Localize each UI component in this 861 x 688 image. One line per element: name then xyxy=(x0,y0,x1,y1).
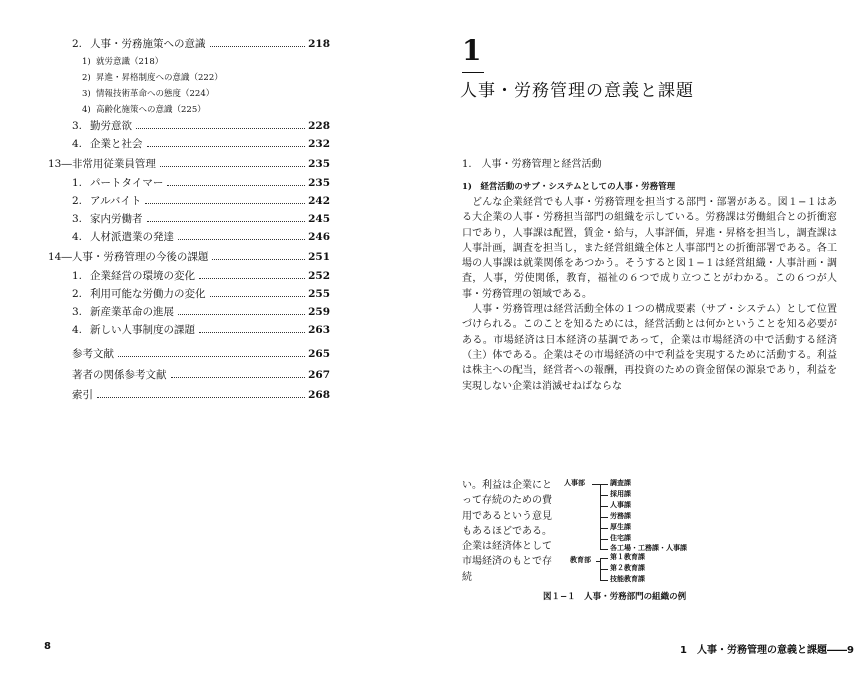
toc-entry: 3. 新産業革命の進展 259 xyxy=(72,306,330,318)
org-unit: 各工場・工務課・人事課 xyxy=(610,543,687,552)
chapter-number: 1 xyxy=(462,34,482,67)
toc-entry: 1. 企業経営の環境の変化 252 xyxy=(72,270,330,282)
org-connector xyxy=(600,506,608,507)
org-connector xyxy=(600,484,608,485)
body-text xyxy=(462,195,837,394)
toc-entry: 2. 人事・労務施策への意識 218 xyxy=(72,38,330,50)
page-number: 8 xyxy=(44,641,51,652)
toc-entry: 2. アルバイト 242 xyxy=(72,195,330,207)
org-unit: 採用課 xyxy=(610,489,631,498)
org-dept: 人事部 xyxy=(564,478,585,487)
chapter-title: 人事・労務管理の意義と課題 xyxy=(460,81,694,101)
org-connector xyxy=(600,549,608,550)
toc-backmatter: 著者の関係参考文献 267 xyxy=(72,369,330,381)
toc-entry: 4. 新しい人事制度の課題 263 xyxy=(72,324,330,336)
org-unit: 技能教育課 xyxy=(610,574,645,583)
org-chart xyxy=(560,478,860,608)
org-unit: 調査課 xyxy=(610,478,631,487)
org-connector xyxy=(600,569,608,570)
org-unit: 第２教育課 xyxy=(610,563,645,572)
toc-subentry: 4) 高齢化施策への意識（225） xyxy=(82,105,206,115)
toc-chapter: 14―人事・労務管理の今後の課題 251 xyxy=(48,251,330,263)
paragraph: 人事・労務管理は経営活動全体の１つの構成要素（サブ・システム）として位置づけられる。このことを知るためには，経営活動とは何かということを知る必要がある。市場経済は日本経済の基調であって，企業は市場経済の中で活動する経済（主）体である。企業はその市場経済の中で利益を実現するために活動する。利益は株主への配当，経営者への報酬，再投資のための資金留保の源泉であり，利益を実現しない企業は消滅せねばならな xyxy=(462,304,837,392)
org-connector xyxy=(600,495,608,496)
toc-backmatter: 索引 268 xyxy=(72,389,330,401)
org-connector xyxy=(592,484,600,485)
toc-backmatter: 参考文献 265 xyxy=(72,348,330,360)
org-unit: 第１教育課 xyxy=(610,552,645,561)
section-heading: 1. 人事・労務管理と経営活動 xyxy=(462,159,602,170)
toc-entry: 3. 家内労働者 245 xyxy=(72,213,330,225)
toc-subentry: 2) 昇進・昇格制度への意識（222） xyxy=(82,73,223,83)
toc-entry: 1. パートタイマー 235 xyxy=(72,177,330,189)
org-dept: 教育部 xyxy=(570,555,591,564)
org-unit: 労務課 xyxy=(610,511,631,520)
right-page xyxy=(430,0,861,688)
toc-chapter: 13―非常用従業員管理 235 xyxy=(48,158,330,170)
toc-entry: 3. 勤労意欲 228 xyxy=(72,120,330,132)
org-unit: 人事課 xyxy=(610,500,631,509)
toc-subentry: 3) 情報技術革命への態度（224） xyxy=(82,89,215,99)
toc-subentry: 1) 就労意識（218） xyxy=(82,57,164,67)
figure-caption: 図１−１ 人事・労務部門の組織の例 xyxy=(543,592,687,602)
toc-entry: 4. 人材派遣業の発達 246 xyxy=(72,231,330,243)
org-connector xyxy=(600,539,608,540)
org-connector xyxy=(600,558,608,559)
toc-entry: 2. 利用可能な労働力の変化 255 xyxy=(72,288,330,300)
toc-entry: 4. 企業と社会 232 xyxy=(72,138,330,150)
org-unit: 住宅課 xyxy=(610,533,631,542)
chapter-rule xyxy=(462,72,484,73)
subsection-heading: 1) 経営活動のサブ・システムとしての人事・労務管理 xyxy=(462,182,676,192)
org-connector xyxy=(600,517,608,518)
org-connector xyxy=(600,528,608,529)
org-unit: 厚生課 xyxy=(610,522,631,531)
paragraph: どんな企業経営でも人事・労務管理を担当する部門・部署がある。図１−１はある大企業の人事・労務担当部門の組織を示している。労務課は労働組合との折衝窓口であり，人事課は配置，賃金・給与，人事評価，昇進・昇格を担当し，調査課は人事計画，調査を担当し，また経営組織全体と人事部門との折衝部署である。各工場の人事課は就業関係をあつかう。そうすると図１−１は経営組織・人事計画・調査，人事，労使関係，教育，福祉の６つで成り立つことがわかる。この６つが人事・労務管理の領域である。 xyxy=(462,197,837,300)
running-footer: 1 人事・労務管理の意義と課題――9 xyxy=(680,645,854,656)
body-text-narrow: い。利益は企業にとって存続のための費用であるという意見もあるほどである。企業は経済体として市場経済のもとで存続 xyxy=(462,480,552,583)
org-connector xyxy=(600,580,608,581)
left-page xyxy=(0,0,430,688)
